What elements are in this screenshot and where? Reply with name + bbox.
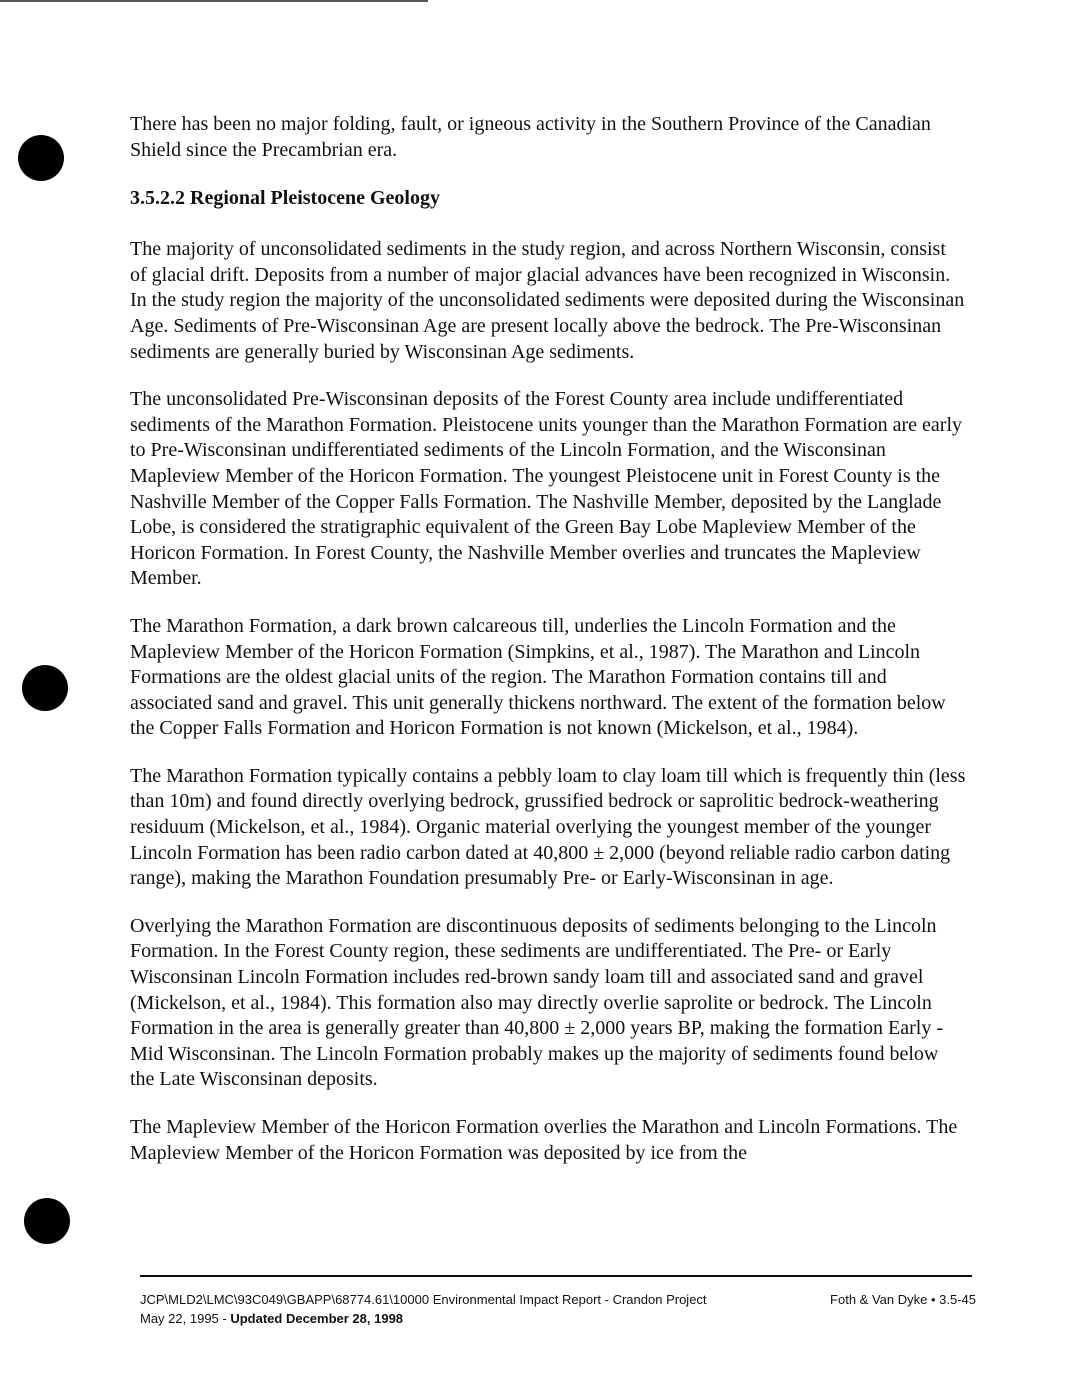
- paragraph-lincoln-formation: Overlying the Marathon Formation are discontinuous deposits of sediments belonging to the Lincoln Formation. In the Forest County region, these sediments are undifferentiated. The Pre- or Early Wisconsinan Lincoln Formation includes red-brown sandy loam till and associated sand and gravel (Mickelson, et al., 1984). This formation also may directly overlie saprolite or bedrock. The Lincoln Formation in the area is generally greater than 40,800 ± 2,000 years BP, making the formation Early - Mid Wisconsinan. The Lincoln Formation probably makes up the majority of sediments found below the Late Wisconsinan deposits.: [130, 914, 943, 1091]
- footer-left: [140, 1290, 707, 1328]
- paragraph-mapleview-member: The Mapleview Member of the Horicon Formation overlies the Marathon and Lincoln Formations. The Mapleview Member of the Horicon Formation was deposited by ice from the: [130, 1116, 958, 1164]
- footer-line-1: [140, 1290, 707, 1309]
- paragraph-marathon-till: The Marathon Formation typically contains a pebbly loam to clay loam till which is frequently thin (less than 10m) and found directly overlying bedrock, grussified bedrock or saprolitic bedrock-weathering residuum (Mickelson, et al., 1984). Organic material overlying the youngest member of the younger Lincoln Formation has been radio carbon dated at 40,800 ± 2,000 (beyond reliable radio carbon dating range), making the Marathon Foundation presumably Pre- or Early-Wisconsinan in age.: [130, 764, 966, 890]
- footer-updated-date: Updated December 28, 1998: [230, 1311, 404, 1326]
- footer-line-2: [140, 1309, 707, 1328]
- binder-hole-bottom: [24, 1198, 70, 1244]
- section-heading: 3.5.2.2 Regional Pleistocene Geology: [130, 187, 440, 210]
- footer-report-title: Environmental Impact Report - Crandon Project: [432, 1292, 707, 1307]
- paragraph-glacial-drift: The majority of unconsolidated sediments in the study region, and across Northern Wisconsin, consist of glacial drift. Deposits from a number of major glacial advances have been recognized in Wisconsin. In the study region the majority of the unconsolidated sediments were deposited during the Wisconsinan Age. Sediments of Pre-Wisconsinan Age are present locally above the bedrock. The Pre-Wisconsinan sediments are generally buried by Wisconsinan Age sediments.: [130, 238, 965, 363]
- document-body: [130, 112, 966, 1188]
- paragraph-pre-wisconsinan: The unconsolidated Pre-Wisconsinan deposits of the Forest County area include undifferentiated sediments of the Marathon Formation. Pleistocene units younger than the Marathon Formation are early to Pre-Wisconsinan undifferentiated sediments of the Lincoln Formation, and the Wisconsinan Mapleview Member of the Horicon Formation. The youngest Pleistocene unit in Forest County is the Nashville Member of the Copper Falls Formation. The Nashville Member, deposited by the Langlade Lobe, is considered the stratigraphic equivalent of the Green Bay Lobe Mapleview Member of the Horicon Formation. In Forest County, the Nashville Member overlies and truncates the Mapleview Member.: [130, 388, 963, 590]
- top-scan-edge-line: [0, 0, 428, 2]
- footer-date: May 22, 1995 -: [140, 1311, 227, 1326]
- paragraph-marathon-formation: The Marathon Formation, a dark brown calcareous till, underlies the Lincoln Formation and the Mapleview Member of the Horicon Formation (Simpkins, et al., 1987). The Marathon and Lincoln Formations are the oldest glacial units of the region. The Marathon Formation contains till and associated sand and gravel. This unit generally thickens northward. The extent of the formation below the Copper Falls Formation and Horicon Formation is not known (Mickelson, et al., 1984).: [130, 614, 946, 740]
- binder-hole-top: [18, 135, 64, 181]
- footer-page-number: Foth & Van Dyke • 3.5-45: [830, 1292, 976, 1307]
- footer-rule: [140, 1275, 972, 1277]
- binder-hole-middle: [22, 665, 68, 711]
- paragraph-intro: There has been no major folding, fault, or igneous activity in the Southern Province of the Canadian Shield since the Precambrian era.: [130, 113, 931, 161]
- footer-path: JCP\MLD2\LMC\93C049\GBAPP\68774.61\10000: [140, 1292, 430, 1307]
